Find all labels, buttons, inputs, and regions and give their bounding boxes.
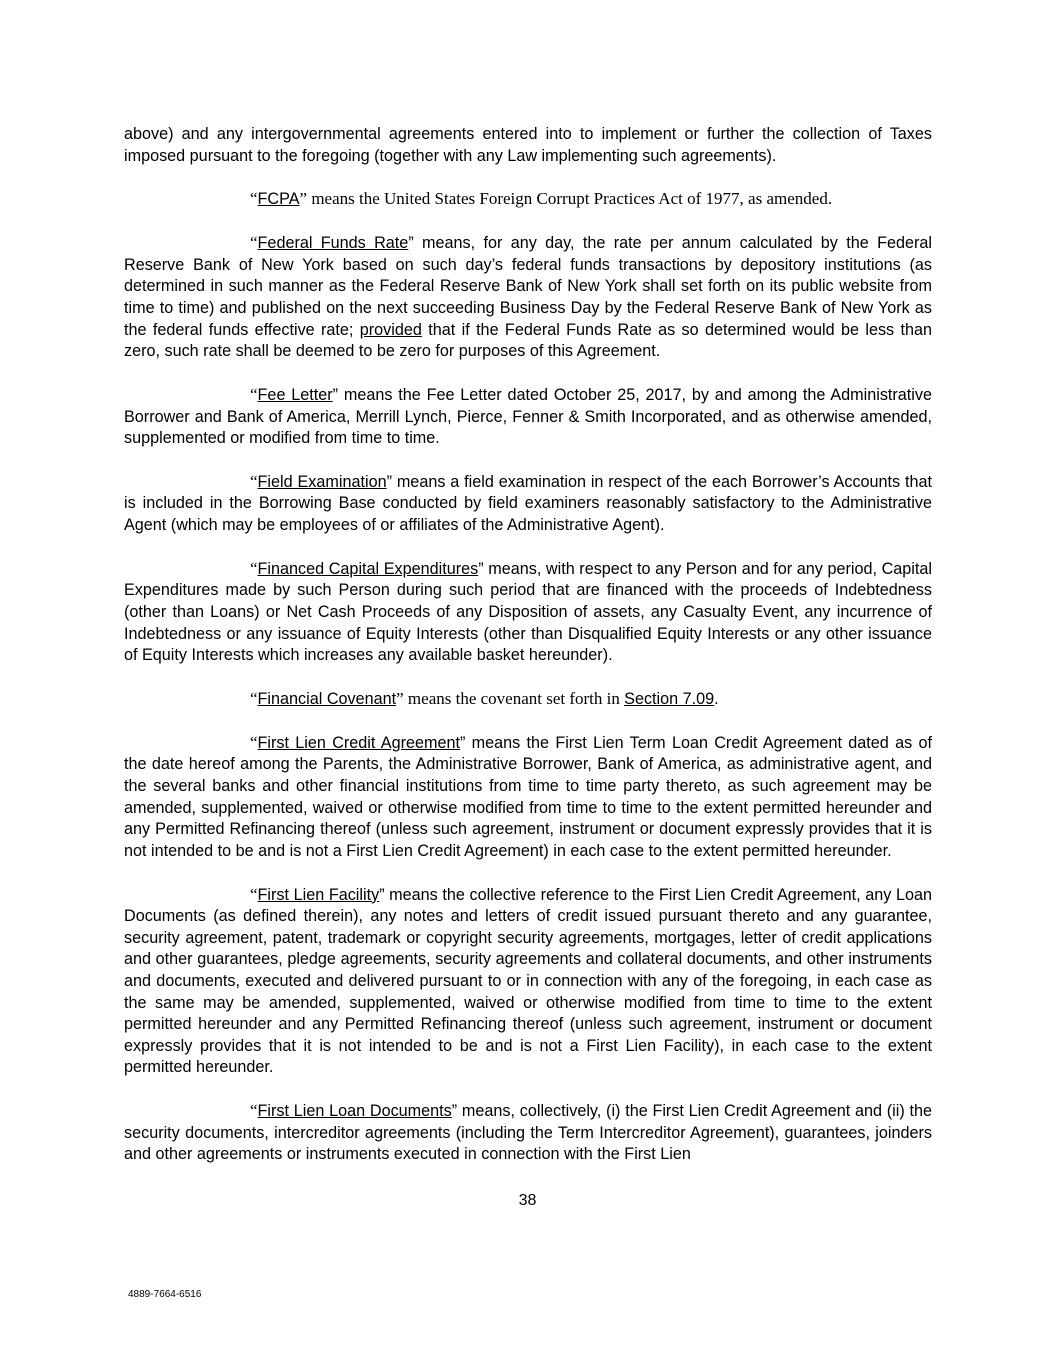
- continuation-paragraph: above) and any intergovernmental agreements entered into to implement or further the collection of Taxes imposed pursuant to the foregoing (together with any Law implementing such agreements).: [124, 125, 932, 165]
- definition-fee-letter: [124, 384, 932, 450]
- defined-term: First Lien Credit Agreement: [257, 733, 460, 752]
- defined-term: Field Examination: [257, 472, 387, 491]
- defined-term: Financed Capital Expenditures: [257, 559, 479, 578]
- open-quote: “: [250, 189, 258, 209]
- definition-field-examination: [124, 471, 932, 537]
- open-quote: “: [250, 1101, 258, 1121]
- document-page: [124, 124, 932, 1187]
- definition-text: ” means the covenant set forth in: [396, 689, 625, 708]
- open-quote: “: [250, 558, 258, 578]
- open-quote: “: [250, 689, 258, 708]
- definition-first-lien-facility: [124, 884, 932, 1079]
- open-quote: “: [250, 884, 258, 904]
- definition-text: ” means the United States Foreign Corrupt Practices Act of 1977, as amended.: [299, 189, 833, 209]
- section-reference: Section 7.09: [624, 690, 715, 708]
- definition-federal-funds-rate: [124, 232, 932, 363]
- provided-keyword: provided: [359, 320, 422, 339]
- definition-text-end: .: [714, 690, 719, 708]
- defined-term: Federal Funds Rate: [257, 234, 409, 253]
- definition-text: ” means, collectively, (i) the First Lien Credit Agreement and (ii) the security documents, intercreditor agreements (including the Term Intercreditor Agreement), guarantees, joinders and other agreements or instruments executed in connection with the First Lien: [124, 1102, 932, 1164]
- open-quote: “: [250, 384, 258, 404]
- definition-financed-capex: [124, 558, 932, 667]
- definition-text: ” means the Fee Letter dated October 25, 2017, by and among the Administrative Borrower and Bank of America, Merrill Lynch, Pierce, Fenner & Smith Incorporated, and as otherwise amended, supplemented or modified from time to time.: [124, 385, 932, 448]
- document-id: 4889-7664-6516: [128, 1289, 202, 1300]
- definition-fcpa: [124, 188, 932, 211]
- definition-text: ” means, with respect to any Person and for any period, Capital Expenditures made by such Person during such period that are financed with the proceeds of Indebtedness (other than Loans) or Net Cash Proceeds of any Disposition of assets, any Casualty Event, any incurrence of Indebtedness or any issuance of Equity Interests (other than Disqualified Equity Interests or any other issuance of Equity Interests which increases any available basket hereunder).: [124, 559, 932, 665]
- defined-term: FCPA: [257, 190, 300, 209]
- definition-text: ” means a field examination in respect of the each Borrower’s Accounts that is included in the Borrowing Base conducted by field examiners reasonably satisfactory to the Administrative Agent (which may be employees of or affiliates of the Administrative Agent).: [124, 472, 932, 535]
- open-quote: “: [250, 732, 258, 752]
- definition-text: ” means, for any day, the rate per annum calculated by the Federal Reserve Bank of New York based on such day’s federal funds transactions by depository institutions (as determined in such manner as the Federal Reserve Bank of New York shall set forth on its public website from time to time) and published on the next succeeding Business Day by the Federal Reserve Bank of New York as the federal funds effective rate;: [124, 234, 932, 339]
- defined-term: First Lien Loan Documents: [257, 1102, 452, 1121]
- page-number: 38: [518, 1192, 537, 1209]
- defined-term: First Lien Facility: [257, 885, 380, 904]
- defined-term: Fee Letter: [257, 385, 333, 404]
- definition-text-continued: that if the Federal Funds Rate as so determined would be less than zero, such rate shall be deemed to be zero for purposes of this Agreement.: [124, 320, 932, 361]
- definition-financial-covenant: [124, 688, 932, 711]
- definition-first-lien-loan-documents: [124, 1100, 932, 1166]
- open-quote: “: [250, 233, 258, 253]
- definition-text: ” means the First Lien Term Loan Credit Agreement dated as of the date hereof among the Parents, the Administrative Borrower, Bank of America, as administrative agent, and the several banks and other financial institutions from time to time party thereto, as such agreement may be amended, supplemented, waived or otherwise modified from time to time to the extent permitted hereunder and any Permitted Refinancing thereof (unless such agreement, instrument or document expressly provides that it is not intended to be and is not a First Lien Credit Agreement) in each case to the extent permitted hereunder.: [124, 733, 932, 860]
- open-quote: “: [250, 471, 258, 491]
- definition-first-lien-credit-agreement: [124, 732, 932, 863]
- definition-text: ” means the collective reference to the First Lien Credit Agreement, any Loan Documents (as defined therein), any notes and letters of credit issued pursuant thereto and any guarantee, security agreement, patent, trademark or copyright security agreements, mortgages, letter of credit applications and other guarantees, pledge agreements, security agreements and collateral documents, and other instruments and documents, executed and delivered pursuant to or in connection with any of the foregoing, in each case as the same may be amended, supplemented, waived or otherwise modified from time to time to the extent permitted hereunder and any Permitted Refinancing thereof (unless such agreement, instrument or document expressly provides that it is not intended to be and is not a First Lien Facility), in each case to the extent permitted hereunder.: [124, 885, 932, 1077]
- defined-term: Financial Covenant: [257, 690, 397, 708]
